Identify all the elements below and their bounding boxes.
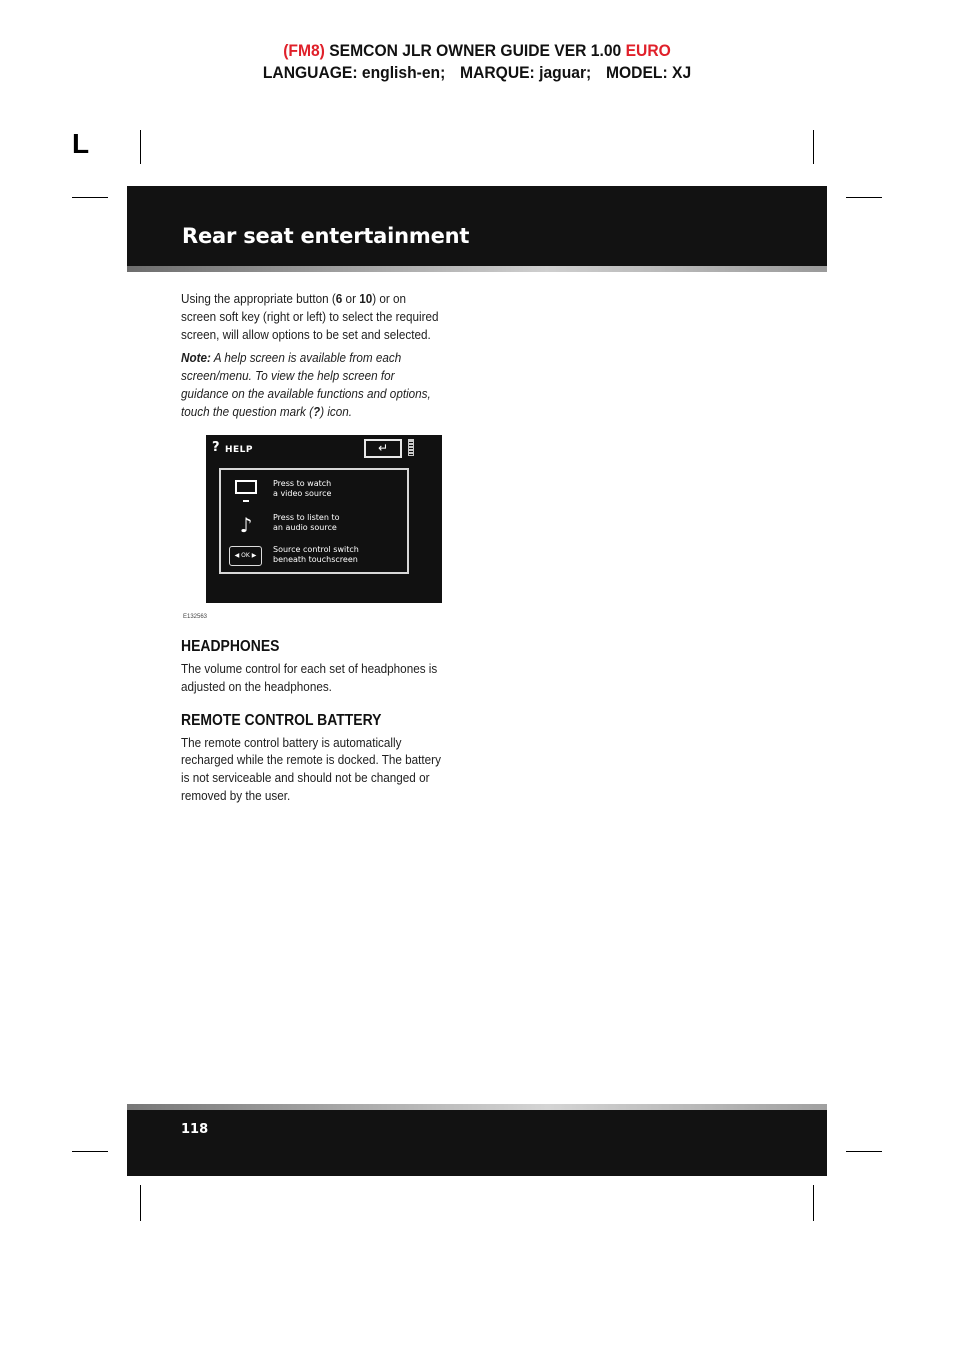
content-column xyxy=(181,290,446,811)
header-tag: (FM8) xyxy=(283,41,325,60)
help-panel xyxy=(219,468,409,574)
figure-id: E132563 xyxy=(183,613,208,620)
help-row-text xyxy=(273,545,359,565)
header-marque: MARQUE: jaguar; xyxy=(460,63,592,82)
battery-heading: REMOTE CONTROL BATTERY xyxy=(181,711,382,729)
help-row-source xyxy=(229,544,401,572)
back-button xyxy=(364,439,402,458)
crop-mark xyxy=(846,1151,882,1152)
help-row-line: Press to listen to xyxy=(273,512,340,522)
header-model: MODEL: XJ xyxy=(605,63,692,82)
banner-divider xyxy=(127,266,827,272)
note-label: Note: xyxy=(181,350,211,366)
crop-mark xyxy=(140,1185,141,1221)
help-row-audio xyxy=(229,512,401,540)
battery-icon xyxy=(408,439,414,456)
help-row-line: beneath touchscreen xyxy=(273,554,358,564)
help-row-line: a video source xyxy=(273,488,332,498)
question-mark-symbol: ? xyxy=(313,403,321,419)
help-row-line: Press to watch xyxy=(273,478,332,488)
button-ref-6: 6 xyxy=(335,291,343,306)
section-banner xyxy=(127,186,827,268)
battery-text: The remote control battery is automatically recharged while the remote is docked. The battery is not serviceable and should not be changed or removed by the user. xyxy=(181,734,441,803)
intro-text: Using the appropriate button ( xyxy=(181,291,336,306)
help-row-text xyxy=(273,513,340,533)
intro-text: ) or on screen soft key (right or left) to select the required screen, will allow options to be set and selected. xyxy=(181,291,439,342)
note-text: A help screen is available from each screen/menu. To view the help screen for guidance on the available functions and options, touch the question mark ( xyxy=(181,350,431,419)
header-line-1 xyxy=(38,40,916,62)
corner-mark: L xyxy=(72,128,90,159)
dpad-label: ◀ OK ▶ xyxy=(229,546,262,566)
note-text: ) icon. xyxy=(320,403,353,419)
monitor-icon xyxy=(229,478,263,504)
headphones-heading: HEADPHONES xyxy=(181,638,280,656)
page-footer xyxy=(127,1110,827,1176)
help-row-line: Source control switch xyxy=(273,544,359,554)
help-screen-figure xyxy=(206,435,442,603)
intro-paragraph xyxy=(181,290,442,343)
help-title: HELP xyxy=(225,444,254,455)
help-row-video xyxy=(229,478,401,506)
crop-mark xyxy=(72,1151,108,1152)
headphones-text: The volume control for each set of headphones is adjusted on the headphones. xyxy=(181,661,438,694)
crop-mark xyxy=(140,130,141,164)
help-row-text xyxy=(273,479,331,499)
note-paragraph xyxy=(181,349,442,420)
header-language: LANGUAGE: english-en; xyxy=(262,63,446,82)
source-switch-icon xyxy=(229,544,263,570)
crop-mark xyxy=(846,197,882,198)
header-region: EURO xyxy=(625,41,671,60)
header-guide: SEMCON JLR OWNER GUIDE VER 1.00 xyxy=(329,41,622,60)
button-ref-10: 10 xyxy=(359,291,373,306)
print-header xyxy=(38,40,916,84)
header-line-2 xyxy=(38,62,916,84)
music-note-icon: ♪ xyxy=(239,512,253,537)
help-row-line: an audio source xyxy=(273,522,337,532)
section-title: Rear seat entertainment xyxy=(182,224,470,248)
intro-text: or xyxy=(342,291,360,306)
page-number: 118 xyxy=(181,1122,209,1137)
return-arrow-icon: ↵ xyxy=(377,440,389,455)
crop-mark xyxy=(72,197,108,198)
question-mark-icon: ? xyxy=(212,439,220,455)
crop-mark xyxy=(813,1185,814,1221)
crop-mark xyxy=(813,130,814,164)
